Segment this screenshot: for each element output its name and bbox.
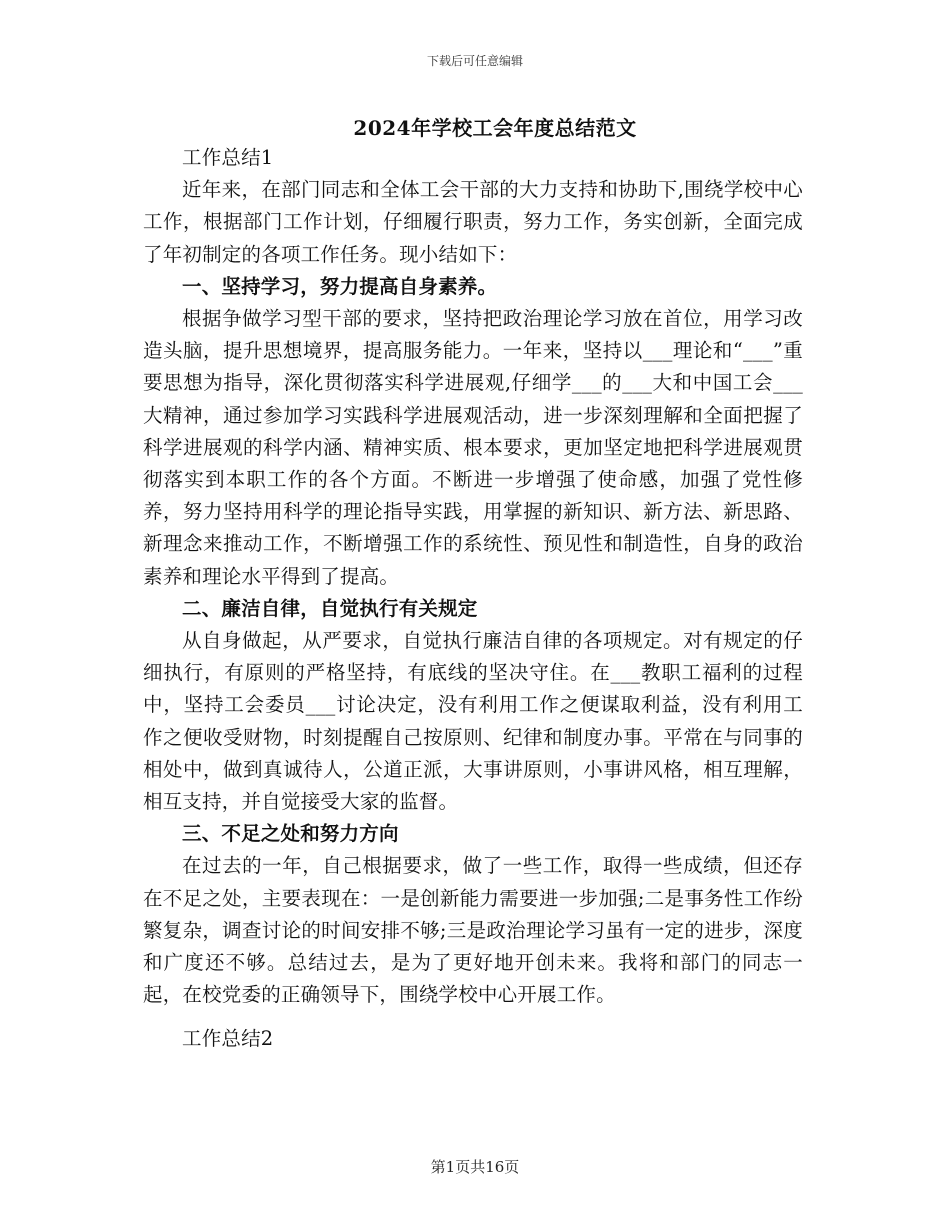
document-title: 2024年学校工会年度总结范文 (353, 116, 637, 140)
section-label-2: 工作总结2 (182, 1027, 274, 1051)
page-number-footer: 第1页共16页 (430, 1158, 520, 1176)
heading-2: 二、廉洁自律，自觉执行有关规定 (182, 596, 478, 620)
document-body (143, 142, 803, 1056)
heading-3: 三、不足之处和努力方向 (182, 822, 399, 846)
paragraph-1: 根据争做学习型干部的要求，坚持把政治理论学习放在首位，用学习改造头脑，提升思想境界，提高服务能力。一年来，坚持以___理论和“___”重要思想为指导，深化贯彻落实科学进展观,仔细学___的___大和中国工会___大精神，通过参加学习实践科学进展观活动，进一步深刻理解和全面把握了科学进展观的科学内涵、精神实质、根本要求，更加坚定地把科学进展观贯彻落实到本职工作的各个方面。不断进一步增强了使命感，加强了党性修养，努力坚持用科学的理论指导实践，用掌握的新知识、新方法、新思路、新理念来推动工作，不断增强工作的系统性、预见性和制造性，自身的政治素养和理论水平得到了提高。 (143, 307, 803, 588)
intro-paragraph: 近年来，在部门同志和全体工会干部的大力支持和协助下,围绕学校中心工作，根据部门工作计划，仔细履行职责，努力工作，务实创新，全面完成了年初制定的各项工作任务。现小结如下： (143, 178, 803, 266)
heading-1: 一、坚持学习，努力提高自身素养。 (182, 274, 498, 298)
paragraph-2: 从自身做起，从严要求，自觉执行廉洁自律的各项规定。对有规定的仔细执行，有原则的严格坚持，有底线的坚决守住。在___教职工福利的过程中，坚持工会委员___讨论决定，没有利用工作之便谋取利益，没有利用工作之便收受财物，时刻提醒自己按原则、纪律和制度办事。平常在与同事的相处中，做到真诚待人，公道正派，大事讲原则，小事讲风格，相互理解，相互支持，并自觉接受大家的监督。 (143, 629, 803, 814)
section-label-1: 工作总结1 (182, 146, 274, 169)
header-note: 下载后可任意编辑 (426, 54, 523, 68)
paragraph-3: 在过去的一年，自己根据要求，做了一些工作，取得一些成绩，但还存在不足之处，主要表现在：一是创新能力需要进一步加强;二是事务性工作纷繁复杂，调查讨论的时间安排不够;三是政治理论学习虽有一定的进步，深度和广度还不够。总结过去，是为了更好地开创未来。我将和部门的同志一起，在校党委的正确领导下，围绕学校中心开展工作。 (143, 854, 803, 1007)
